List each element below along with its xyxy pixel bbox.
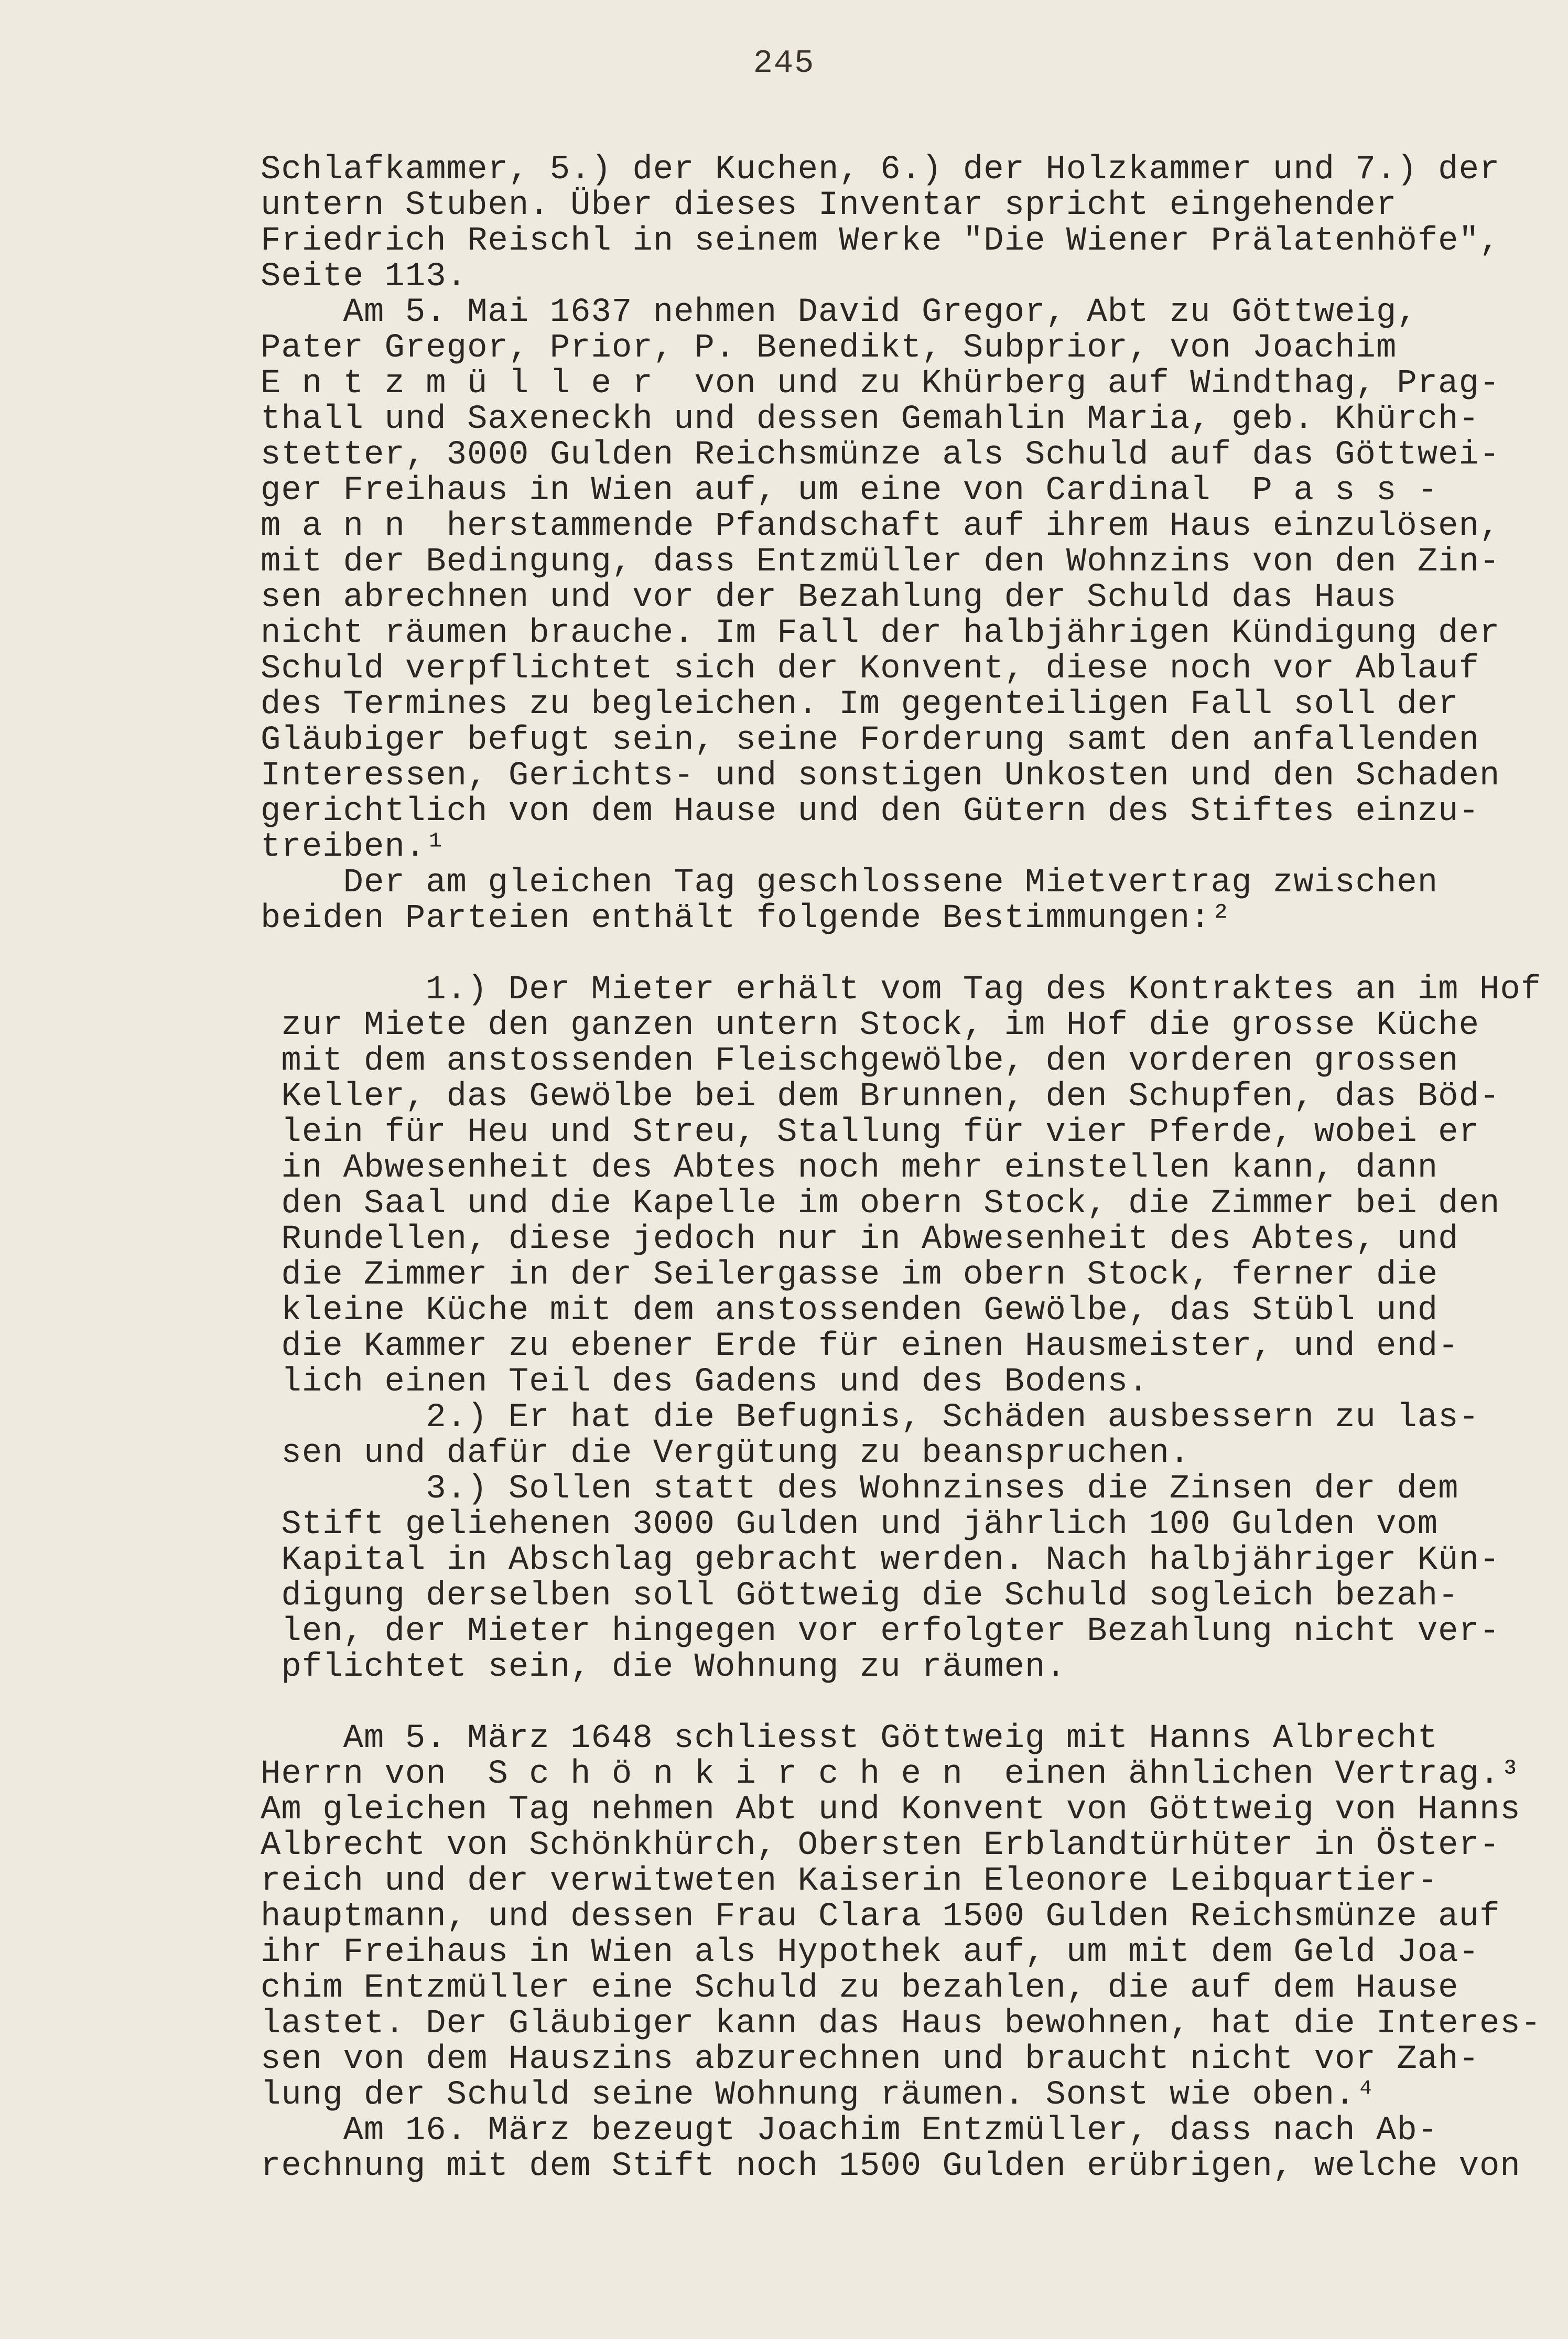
text-line: stetter, 3000 Gulden Reichsmünze als Schuld auf das Göttwei-	[261, 436, 1500, 474]
text-line: mit der Bedingung, dass Entzmüller den Wohnzins von den Zin-	[261, 543, 1500, 581]
text-line: 1.) Der Mieter erhält vom Tag des Kontraktes an im Hof	[261, 971, 1542, 1009]
text-line: pflichtet sein, die Wohnung zu räumen.	[261, 1648, 1066, 1686]
text-line: Stift geliehenen 3000 Gulden und jährlich 100 Gulden vom	[261, 1506, 1439, 1544]
text-line: Schuld verpflichtet sich der Konvent, diese noch vor Ablauf	[261, 650, 1479, 688]
page-number: 245	[753, 45, 815, 82]
text-line: nicht räumen brauche. Im Fall der halbjährigen Kündigung der	[261, 615, 1500, 652]
text-line: die Zimmer in der Seilergasse im obern Stock, ferner die	[261, 1256, 1439, 1294]
text-line: lein für Heu und Streu, Stallung für vier Pferde, wobei er	[261, 1114, 1479, 1151]
text-line: m a n n herstammende Pfandschaft auf ihrem Haus einzulösen,	[261, 508, 1500, 545]
text-line: digung derselben soll Göttweig die Schuld sogleich bezah-	[261, 1577, 1459, 1615]
text-line: Am 16. März bezeugt Joachim Entzmüller, dass nach Ab-	[261, 2112, 1439, 2150]
text-line: in Abwesenheit des Abtes noch mehr einstellen kann, dann	[261, 1149, 1439, 1187]
text-line: treiben.¹	[261, 828, 447, 866]
text-line: den Saal und die Kapelle im obern Stock, die Zimmer bei den	[261, 1185, 1500, 1223]
text-line: rechnung mit dem Stift noch 1500 Gulden erübrigen, welche von	[261, 2148, 1521, 2185]
text-line: zur Miete den ganzen untern Stock, im Hof die grosse Küche	[261, 1007, 1479, 1044]
text-line: thall und Saxeneckh und dessen Gemahlin Maria, geb. Khürch-	[261, 401, 1479, 438]
text-line: Der am gleichen Tag geschlossene Mietvertrag zwischen	[261, 864, 1439, 902]
text-line: E n t z m ü l l e r von und zu Khürberg auf Windthag, Prag-	[261, 365, 1500, 403]
text-line: lung der Schuld seine Wohnung räumen. Sonst wie oben.⁴	[261, 2076, 1376, 2114]
text-line: 3.) Sollen statt des Wohnzinses die Zinsen der dem	[261, 1470, 1459, 1508]
text-line: Am 5. Mai 1637 nehmen David Gregor, Abt zu Göttweig,	[261, 294, 1418, 331]
text-line: Interessen, Gerichts- und sonstigen Unkosten und den Schaden	[261, 757, 1500, 795]
text-line: chim Entzmüller eine Schuld zu bezahlen, die auf dem Hause	[261, 1969, 1459, 2007]
text-line: hauptmann, und dessen Frau Clara 1500 Gulden Reichsmünze auf	[261, 1898, 1500, 1936]
text-line: Pater Gregor, Prior, P. Benedikt, Subprior, von Joachim	[261, 329, 1397, 367]
text-line: Kapital in Abschlag gebracht werden. Nach halbjähriger Kün-	[261, 1542, 1500, 1579]
text-line: Am gleichen Tag nehmen Abt und Konvent von Göttweig von Hanns	[261, 1791, 1521, 1829]
text-line: lastet. Der Gläubiger kann das Haus bewohnen, hat die Interes-	[261, 2005, 1542, 2043]
text-line: beiden Parteien enthält folgende Bestimmungen:²	[261, 900, 1232, 937]
text-line: Rundellen, diese jedoch nur in Abwesenheit des Abtes, und	[261, 1221, 1459, 1258]
text-line: sen von dem Hauszins abzurechnen und braucht nicht vor Zah-	[261, 2041, 1479, 2078]
text-line: die Kammer zu ebener Erde für einen Hausmeister, und end-	[261, 1328, 1459, 1365]
text-line: gerichtlich von dem Hause und den Gütern des Stiftes einzu-	[261, 793, 1479, 831]
text-line: Herrn von S c h ö n k i r c h e n einen ähnlichen Vertrag.³	[261, 1755, 1521, 1793]
text-line: Seite 113.	[261, 258, 468, 296]
text-line: len, der Mieter hingegen vor erfolgter Bezahlung nicht ver-	[261, 1613, 1500, 1651]
text-line: lich einen Teil des Gadens und des Bodens.	[261, 1363, 1149, 1401]
text-line: ger Freihaus in Wien auf, um eine von Cardinal P a s s -	[261, 472, 1439, 510]
text-line: Gläubiger befugt sein, seine Forderung samt den anfallenden	[261, 721, 1479, 759]
text-line: des Termines zu begleichen. Im gegenteiligen Fall soll der	[261, 686, 1459, 724]
text-line: Schlafkammer, 5.) der Kuchen, 6.) der Holzkammer und 7.) der	[261, 151, 1500, 189]
text-line: untern Stuben. Über dieses Inventar spricht eingehender	[261, 187, 1397, 224]
text-line: 2.) Er hat die Befugnis, Schäden ausbessern zu las-	[261, 1399, 1479, 1437]
text-line: ihr Freihaus in Wien als Hypothek auf, um mit dem Geld Joa-	[261, 1934, 1479, 1971]
text-line: sen abrechnen und vor der Bezahlung der Schuld das Haus	[261, 579, 1397, 617]
text-line: kleine Küche mit dem anstossenden Gewölbe, das Stübl und	[261, 1292, 1439, 1330]
text-line: Friedrich Reischl in seinem Werke "Die Wiener Prälatenhöfe",	[261, 222, 1500, 260]
text-line: reich und der verwitweten Kaiserin Eleonore Leibquartier-	[261, 1862, 1439, 1900]
text-line: Am 5. März 1648 schliesst Göttweig mit Hanns Albrecht	[261, 1720, 1439, 1758]
text-line: Albrecht von Schönkhürch, Obersten Erblandtürhüter in Öster-	[261, 1827, 1500, 1864]
text-line: mit dem anstossenden Fleischgewölbe, den vorderen grossen	[261, 1042, 1459, 1080]
text-line: Keller, das Gewölbe bei dem Brunnen, den Schupfen, das Böd-	[261, 1078, 1500, 1116]
text-line: sen und dafür die Vergütung zu beanspruchen.	[261, 1435, 1191, 1472]
